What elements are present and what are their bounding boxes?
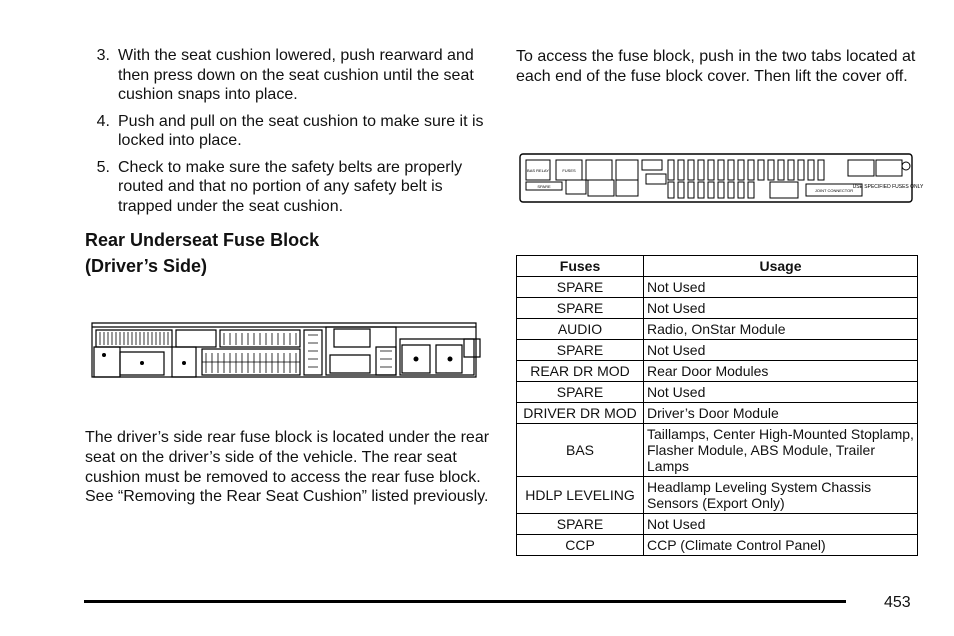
fuse-name: SPARE [517,277,644,298]
fuse-name: BAS [517,424,644,477]
fuse-name: SPARE [517,382,644,403]
fuses-label: FUSES [562,168,576,173]
fuse-usage: Not Used [644,382,918,403]
fuse-usage: Radio, OnStar Module [644,319,918,340]
use-specified-fuses-label: USE SPECIFIED FUSES ONLY [852,184,924,190]
fuse-name: SPARE [517,340,644,361]
fuse-usage: Headlamp Leveling System Chassis Sensors (Export Only) [644,477,918,514]
fuse-usage: Rear Door Modules [644,361,918,382]
fuse-name: DRIVER DR MOD [517,403,644,424]
page-number: 453 [884,594,911,611]
fuse-usage: Taillamps, Center High-Mounted Stoplamp, Flasher Module, ABS Module, Trailer Lamps [644,424,918,477]
fuse-usage: Not Used [644,340,918,361]
step-item [86,112,491,151]
table-row [517,340,918,361]
step-number: 3. [96,47,110,64]
table-row [517,298,918,319]
footer-rule [84,600,846,603]
fuses-column-header: Fuses [517,256,644,277]
underseat-fuse-block-illustration [90,317,482,383]
fuse-usage: Not Used [644,277,918,298]
fuse-name: SPARE [517,514,644,535]
fuse-block-cover-diagram [518,152,924,204]
fuse-name: CCP [517,535,644,556]
table-row [517,319,918,340]
usage-column-header: Usage [644,256,918,277]
step-text: Check to make sure the safety belts are properly routed and that no portion of any safety belt is trapped under the seat cushion. [118,158,463,215]
step-item [86,158,491,217]
bas-relay-label: BAS RELAY [527,168,549,173]
access-paragraph: To access the fuse block, push in the two tabs located at each end of the fuse block cover. Then lift the cover off. [516,48,916,85]
table-row [517,361,918,382]
instruction-steps [86,46,491,223]
step-text: With the seat cushion lowered, push rearward and then press down on the seat cushion until the seat cushion snaps into place. [118,47,474,103]
fuse-usage: Not Used [644,514,918,535]
table-row [517,514,918,535]
fuse-usage: CCP (Climate Control Panel) [644,535,918,556]
table-row [517,535,918,556]
step-item [86,46,491,105]
table-row [517,277,918,298]
step-number: 4. [96,112,110,130]
fuse-name: HDLP LEVELING [517,477,644,514]
spare-label: SPARE [537,184,551,189]
fuse-name: SPARE [517,298,644,319]
fuse-usage: Driver’s Door Module [644,403,918,424]
fuse-name: AUDIO [517,319,644,340]
heading-line-2: (Driver’s Side) [85,256,208,276]
fuse-name: REAR DR MOD [517,361,644,382]
section-heading [85,227,465,279]
fuse-usage-table [516,255,918,556]
step-text: Push and pull on the seat cushion to make sure it is locked into place. [118,112,484,149]
location-paragraph: The driver’s side rear fuse block is located under the rear seat on the driver’s side of the vehicle. The rear seat cushion must be removed to access the rear fuse block. See “Removing the Rear Seat Cushion” listed previously. [85,429,490,506]
step-number: 5. [96,158,110,176]
table-row [517,403,918,424]
joint-connector-label: JOINT CONNECTOR [814,188,854,193]
table-row [517,424,918,477]
heading-line-1: Rear Underseat Fuse Block [85,230,320,250]
table-row [517,477,918,514]
table-header-row [517,256,918,277]
fuse-usage: Not Used [644,298,918,319]
table-row [517,382,918,403]
